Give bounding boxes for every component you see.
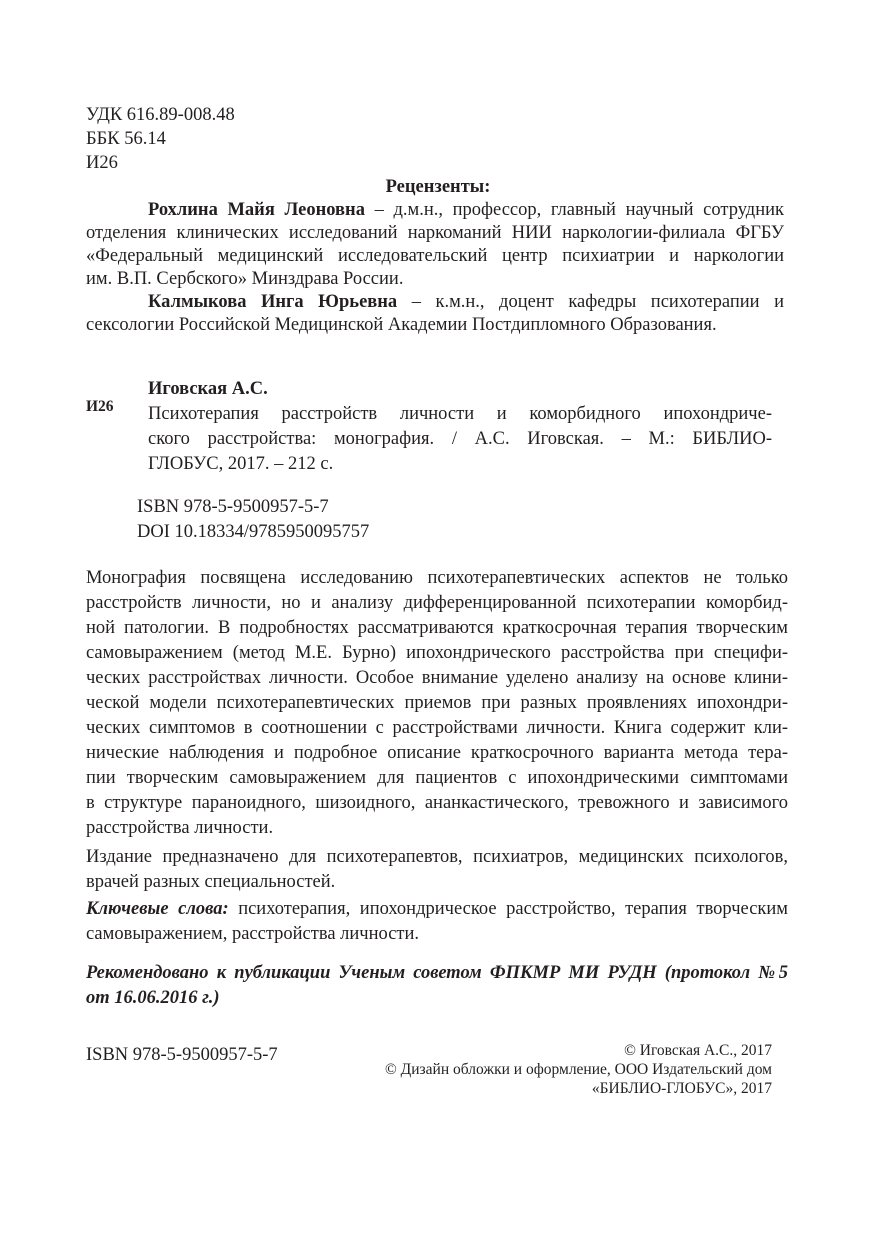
reviewer-1-line-4: им. В.П. Сербского» Минздрава России. <box>86 269 404 289</box>
abstract-line: в структуре параноидного, шизоидного, ананкастического, тревожного и зависимого <box>86 793 788 813</box>
reviewer-2-title: – к.м.н., доцент кафедры психотерапии и <box>397 292 784 312</box>
keywords-line-2: самовыражением, расстройства личности. <box>86 924 420 944</box>
biblio-isbn: ISBN 978-5-9500957-5-7 <box>137 497 329 517</box>
keywords-list: психотерапия, ипохондрическое расстройство, терапия творческим <box>228 899 788 919</box>
keywords-label: Ключевые слова: <box>86 899 229 919</box>
reviewer-2-line-1 <box>148 291 784 314</box>
reviewer-2-name: Калмыкова Инга Юрьевна <box>148 292 398 312</box>
biblio-title-line-1: Психотерапия расстройств личности и коморбидного ипохондриче- <box>148 404 772 424</box>
abstract-line: ческих расстройствах личности. Особое внимание уделено анализу на основе клини- <box>86 668 788 688</box>
reviewer-1-line-1 <box>148 199 784 222</box>
audience-line-2: врачей разных специальностей. <box>86 872 336 892</box>
abstract-line: Монография посвящена исследованию психотерапевтических аспектов не только <box>86 568 788 588</box>
abstract-line: пии творческим самовыражением для пациентов с ипохондрическими симптомами <box>86 768 788 788</box>
reviewer-1-name: Рохлина Майя Леоновна <box>148 200 365 220</box>
biblio-title-line-3: ГЛОБУС, 2017. – 212 с. <box>148 454 334 474</box>
author-index-code: И26 <box>86 153 118 173</box>
biblio-author: Иговская А.С. <box>148 379 268 399</box>
reviewer-1-line-2: отделения клинических исследований наркоманий НИИ наркологии-филиала ФГБУ <box>86 223 784 243</box>
abstract-last-line: расстройства личности. <box>86 818 274 838</box>
footer-isbn: ISBN 978-5-9500957-5-7 <box>86 1045 278 1065</box>
reviewer-1-title: – д.м.н., профессор, главный научный сотрудник <box>364 200 784 220</box>
reviewer-2-line-2: сексологии Российской Медицинской Академии Постдипломного Образования. <box>86 315 717 335</box>
abstract-line: нические наблюдения и подробное описание краткосрочного варианта метода тера- <box>86 743 788 763</box>
biblio-doi: DOI 10.18334/9785950095757 <box>137 522 370 542</box>
abstract-line: самовыражением (метод М.Е. Бурно) ипохондрического расстройства при специфи- <box>86 643 788 663</box>
copyright-author: © Иговская А.С., 2017 <box>624 1042 772 1059</box>
recommendation-line-2: от 16.06.2016 г.) <box>86 988 220 1008</box>
abstract-line: ческой модели психотерапевтических приемов при разных проявлениях ипохондри- <box>86 693 788 713</box>
abstract-line: ной патологии. В подробностях рассматриваются краткосрочная терапия творческим <box>86 618 788 638</box>
audience-line-1: Издание предназначено для психотерапевтов, психиатров, медицинских психологов, <box>86 847 788 867</box>
reviewers-heading: Рецензенты: <box>385 177 491 197</box>
bbk-code: ББК 56.14 <box>86 129 166 149</box>
copyright-publisher: «БИБЛИО-ГЛОБУС», 2017 <box>591 1080 772 1097</box>
recommendation-line-1: Рекомендовано к публикации Ученым советом ФПКМР МИ РУДН (протокол №5 <box>86 963 788 983</box>
copyright-design: © Дизайн обложки и оформление, ООО Издательский дом <box>385 1061 772 1078</box>
abstract-line: ческих симптомов в соотношении с расстройствами личности. Книга содержит кли- <box>86 718 788 738</box>
biblio-title-line-2: ского расстройства: монография. / А.С. Иговская. – М.: БИБЛИО- <box>148 429 772 449</box>
keywords-line-1 <box>86 898 788 921</box>
reviewer-1-line-3: «Федеральный медицинский исследовательский центр психиатрии и наркологии <box>86 246 784 266</box>
udk-code: УДК 616.89-008.48 <box>86 105 235 125</box>
abstract-line: расстройств личности, но и анализу дифференцированной психотерапии коморбид- <box>86 593 788 613</box>
biblio-index-code: И26 <box>86 398 114 415</box>
